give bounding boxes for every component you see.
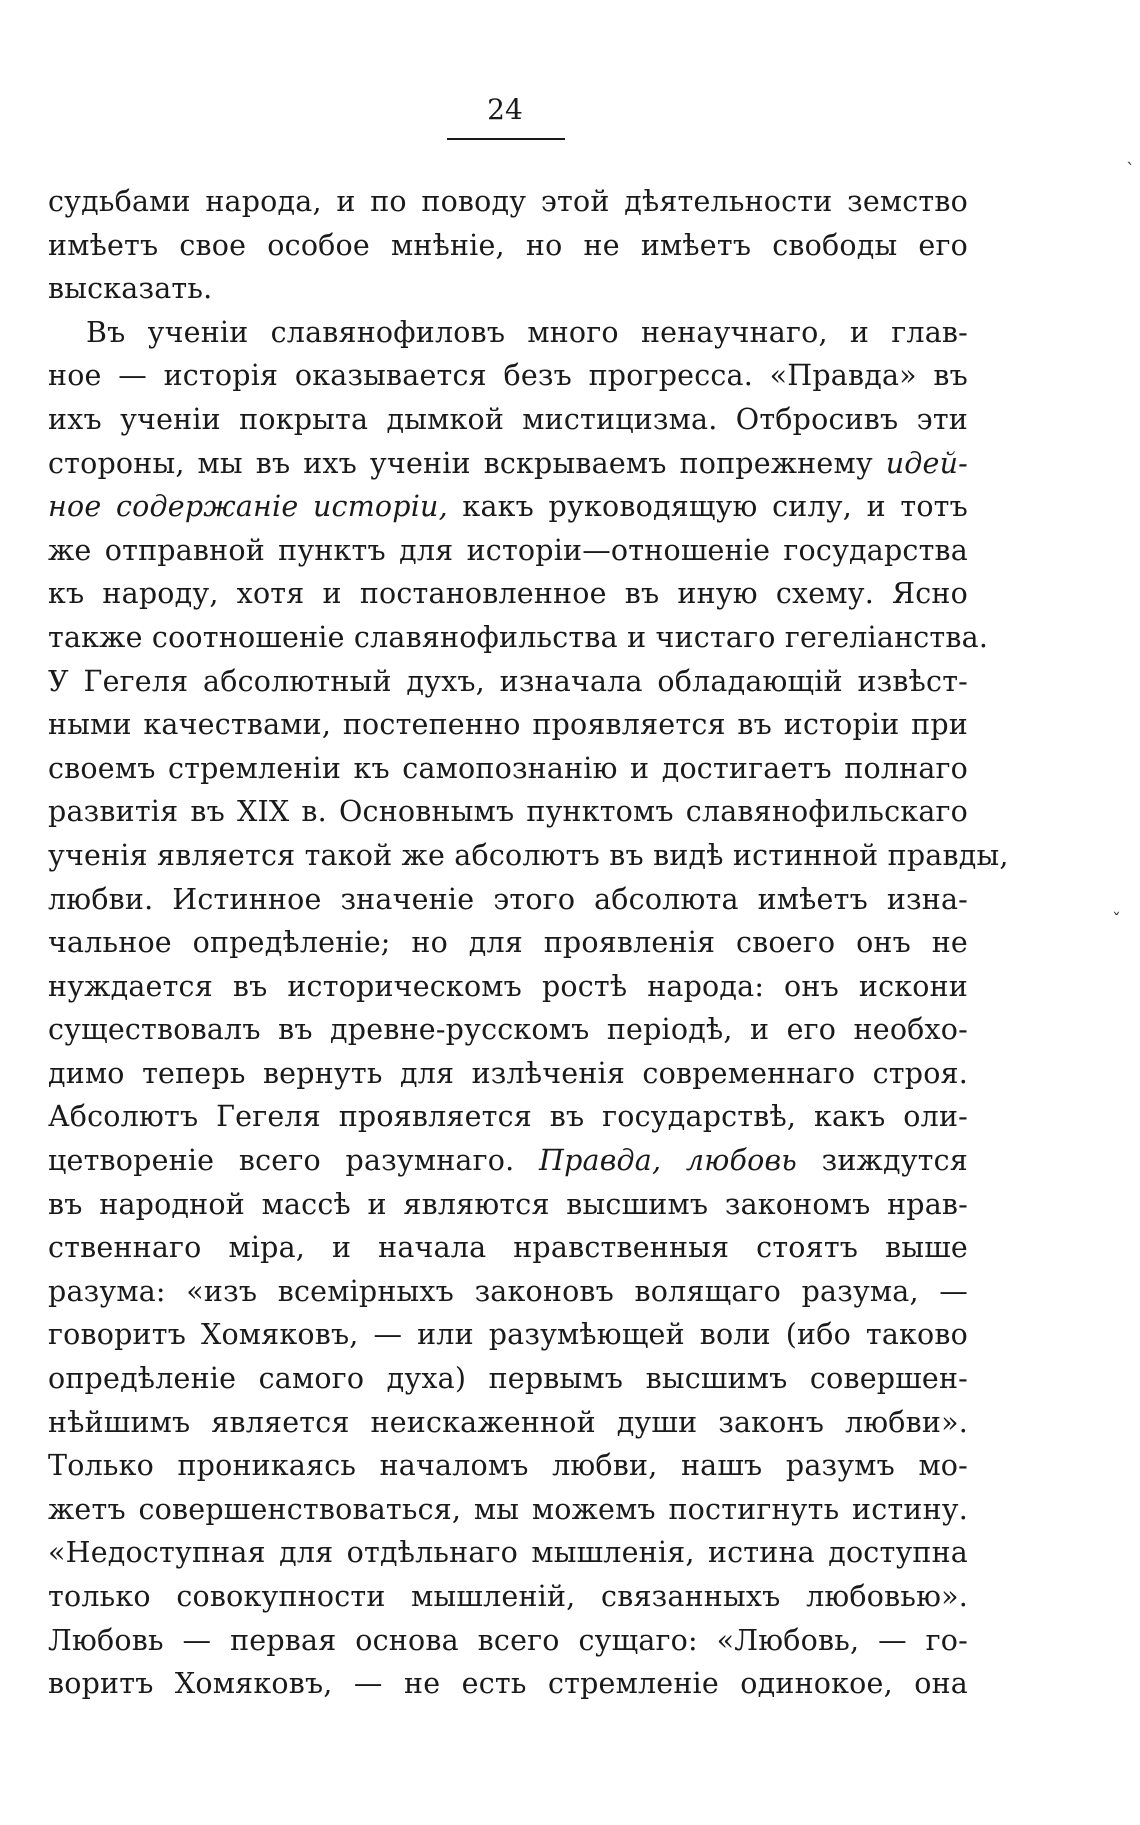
text-line: судьбами народа, и по поводу этой дѣятельности земство bbox=[48, 185, 968, 218]
text-line: любви. Истинное значеніе этого абсолюта имѣетъ изна- bbox=[48, 882, 968, 916]
text-segment: зиждутся bbox=[796, 1144, 968, 1178]
text-line: ными качествами, постепенно проявляется въ исторіи при bbox=[48, 708, 968, 742]
text-line: ственнаго міра, и начала нравственныя стоятъ выше bbox=[48, 1231, 968, 1265]
text-line: димо теперь вернуть для излѣченія современнаго строя. bbox=[48, 1056, 968, 1090]
page-number: 24 bbox=[487, 93, 523, 126]
text-segment: стороны, мы въ ихъ ученіи вскрываемъ попрежнему bbox=[48, 446, 886, 480]
text-line: опредѣленіе самого духа) первымъ высшимъ совершен- bbox=[48, 1362, 968, 1396]
text-line: только совокупности мышленій, связанныхъ любовью». bbox=[48, 1580, 968, 1613]
italic-phrase: идей- bbox=[885, 446, 968, 480]
text-line: въ народной массѣ и являются высшимъ закономъ нрав- bbox=[48, 1187, 968, 1221]
text-line: ученія является такой же абсолютъ въ видѣ истинной правды, bbox=[48, 838, 1009, 872]
text-line: чальное опредѣленіе; но для проявленія своего онъ не bbox=[48, 926, 968, 960]
text-line: разума: «изъ всемірныхъ законовъ волящаго разума, — bbox=[48, 1274, 968, 1308]
text-line bbox=[48, 485, 968, 529]
italic-phrase: Правда, любовь bbox=[539, 1144, 797, 1178]
text-line: воритъ Хомяковъ, — не есть стремленіе одинокое, она bbox=[48, 1667, 968, 1701]
margin-mark-middle: ˇ bbox=[1112, 910, 1121, 931]
text-line: же отправной пунктъ для исторіи—отношеніе государства bbox=[48, 533, 968, 567]
text-line: Только проникаясь началомъ любви, нашъ разумъ мо- bbox=[48, 1449, 968, 1483]
text-line: къ народу, хотя и постановленное въ иную схему. Ясно bbox=[48, 577, 968, 611]
text-line: «Недоступная для отдѣльнаго мышленія, истина доступна bbox=[48, 1536, 968, 1570]
text-line: Любовь — первая основа всего сущаго: «Любовь, — го- bbox=[48, 1623, 968, 1657]
text-line: жетъ совершенствоваться, мы можемъ постигнуть истину. bbox=[48, 1492, 968, 1526]
text-line: У Гегеля абсолютный духъ, изначала обладающій извѣст- bbox=[48, 664, 968, 698]
text-line: развитія въ XIX в. Основнымъ пунктомъ славянофильскаго bbox=[48, 795, 968, 829]
text-line: высказать. bbox=[48, 272, 213, 306]
text-line bbox=[48, 442, 968, 486]
text-line: своемъ стремленіи къ самопознанію и достигаетъ полнаго bbox=[48, 751, 968, 785]
text-line: нѣйшимъ является неискаженной души законъ любви». bbox=[48, 1405, 968, 1439]
margin-mark-top: ˋ bbox=[1126, 160, 1135, 181]
text-line bbox=[48, 1139, 968, 1183]
page-number-rule bbox=[447, 138, 565, 140]
text-segment: цетвореніе всего разумнаго. bbox=[48, 1144, 540, 1178]
text-line: имѣетъ свое особое мнѣніе, но не имѣетъ свободы его bbox=[48, 228, 968, 262]
text-line: Абсолютъ Гегеля проявляется въ государствѣ, какъ оли- bbox=[48, 1100, 968, 1134]
text-line: говоритъ Хомяковъ, — или разумѣющей воли (ибо таково bbox=[48, 1318, 968, 1352]
text-line: Въ ученіи славянофиловъ много ненаучнаго, и глав- bbox=[86, 315, 968, 349]
text-line: нуждается въ историческомъ ростѣ народа: онъ искони bbox=[48, 969, 968, 1003]
text-line: ихъ ученіи покрыта дымкой мистицизма. Отбросивъ эти bbox=[48, 402, 968, 436]
text-line: существовалъ въ древне-русскомъ періодѣ, и его необхо- bbox=[48, 1013, 968, 1047]
text-line: ное — исторія оказывается безъ прогресса. «Правда» въ bbox=[48, 359, 968, 393]
body-text bbox=[48, 180, 1009, 1706]
text-segment: какъ руководящую силу, и тотъ bbox=[447, 490, 968, 524]
text-line: также соотношеніе славянофильства и чистаго гегеліанства. bbox=[48, 620, 989, 654]
italic-phrase: ное содержаніе исторіи, bbox=[48, 490, 448, 524]
